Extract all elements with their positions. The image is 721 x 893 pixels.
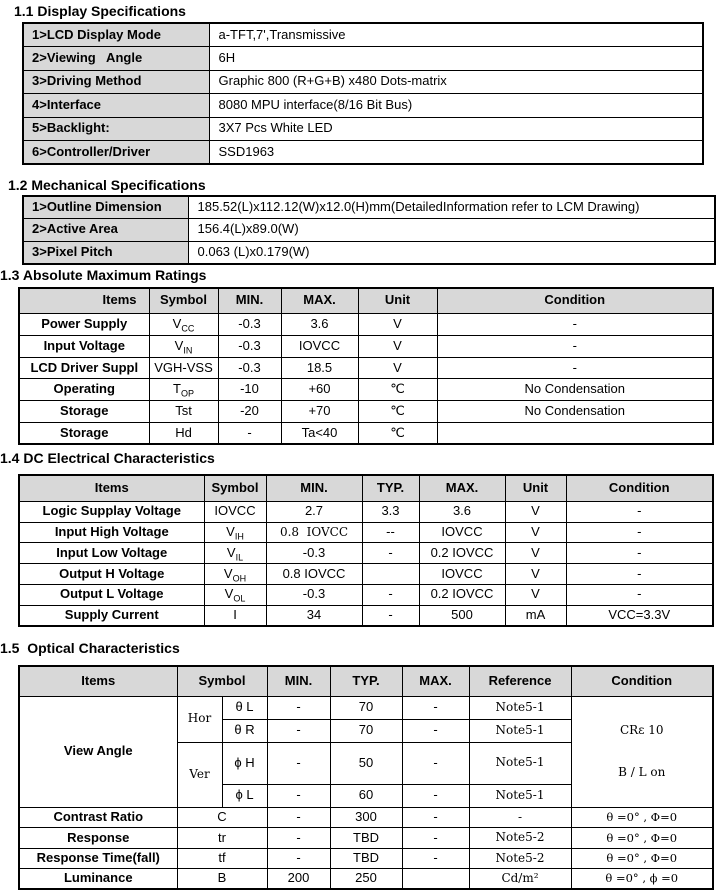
- condition-line: B / L on: [618, 764, 666, 779]
- item-cell: LCD Driver Suppl: [19, 357, 149, 379]
- table-row: [23, 94, 703, 118]
- min-cell: 34: [266, 605, 362, 626]
- condition-cell: -: [566, 522, 713, 543]
- header-min: MIN.: [266, 475, 362, 501]
- unit-cell: ℃: [358, 379, 437, 401]
- table-row: [19, 422, 713, 444]
- header-typ: TYP.: [330, 666, 402, 696]
- spec-value-cell: 3X7 Pcs White LED: [209, 117, 703, 141]
- spec-value-cell: 8080 MPU interface(8/16 Bit Bus): [209, 94, 703, 118]
- item-cell: Contrast Ratio: [19, 807, 177, 828]
- symbol-cell: [149, 357, 218, 379]
- table-row: [19, 564, 713, 585]
- section-heading-abs-max-ratings: 1.3 Absolute Maximum Ratings: [0, 266, 207, 283]
- symbol-cell: [149, 422, 218, 444]
- min-cell: -: [267, 719, 330, 742]
- header-items: Items: [19, 475, 204, 501]
- symbol-cell: [149, 401, 218, 423]
- reference-cell: -: [469, 807, 571, 828]
- symbol-cell: [204, 501, 266, 522]
- condition-cell: -: [566, 584, 713, 605]
- typ-cell: 70: [330, 719, 402, 742]
- symbol-base: V: [223, 565, 233, 581]
- header-condition: Condition: [437, 288, 713, 314]
- symbol-sub: IH: [234, 531, 244, 542]
- header-unit: Unit: [358, 288, 437, 314]
- max-cell: IOVCC: [419, 564, 505, 585]
- min-cell: -: [267, 848, 330, 869]
- spec-label-cell: 4>Interface: [23, 94, 209, 118]
- unit-cell: V: [505, 543, 566, 564]
- header-max: MAX.: [402, 666, 469, 696]
- reference-cell: Note5-1: [469, 719, 571, 742]
- condition-cell: No Condensation: [437, 401, 713, 423]
- table-row: [19, 543, 713, 564]
- condition-cell: -: [437, 357, 713, 379]
- symbol-cell: tr: [177, 828, 267, 849]
- item-cell: Storage: [19, 401, 149, 423]
- item-cell: Output H Voltage: [19, 564, 204, 585]
- max-cell: -: [402, 719, 469, 742]
- max-cell: Ta<40: [281, 422, 358, 444]
- reference-cell: Cd/m²: [469, 869, 571, 890]
- spec-label-cell: 2>Viewing Angle: [23, 47, 209, 71]
- table-row: [23, 23, 703, 47]
- symbol-base: I: [233, 606, 237, 622]
- typ-cell: TBD: [330, 848, 402, 869]
- item-cell: Logic Supplay Voltage: [19, 501, 204, 522]
- max-cell: 0.2 IOVCC: [419, 584, 505, 605]
- header-unit: Unit: [505, 475, 566, 501]
- symbol-sub: OP: [180, 388, 194, 399]
- section-heading-dc-electrical: 1.4 DC Electrical Characteristics: [0, 450, 215, 467]
- dc-electrical-table: [18, 474, 714, 627]
- symbol-cell: [149, 379, 218, 401]
- unit-cell: mA: [505, 605, 566, 626]
- table-row: [23, 219, 715, 242]
- unit-cell: ℃: [358, 422, 437, 444]
- abs-max-ratings-table: [18, 287, 714, 446]
- symbol-cell: [204, 543, 266, 564]
- header-max: MAX.: [419, 475, 505, 501]
- item-cell: Input Low Voltage: [19, 543, 204, 564]
- angle-symbol-cell: θ R: [222, 719, 267, 742]
- condition-cell: θ =0° , Φ=0: [571, 828, 713, 849]
- typ-cell: 300: [330, 807, 402, 828]
- item-cell: View Angle: [19, 696, 177, 807]
- header-min: MIN.: [218, 288, 281, 314]
- header-condition: Condition: [566, 475, 713, 501]
- min-cell: -: [267, 742, 330, 784]
- max-cell: -: [402, 828, 469, 849]
- unit-cell: V: [358, 357, 437, 379]
- typ-cell: 50: [330, 742, 402, 784]
- min-cell: -: [267, 828, 330, 849]
- max-cell: IOVCC: [419, 522, 505, 543]
- reference-cell: Note5-1: [469, 784, 571, 807]
- max-cell: -: [402, 848, 469, 869]
- table-header-row: [19, 475, 713, 501]
- angle-symbol-cell: ϕ L: [222, 784, 267, 807]
- spec-value-cell: 6H: [209, 47, 703, 71]
- min-cell: -0.3: [218, 314, 281, 336]
- symbol-sub: IL: [235, 552, 244, 563]
- condition-cell: [437, 422, 713, 444]
- unit-cell: V: [358, 335, 437, 357]
- item-cell: Input High Voltage: [19, 522, 204, 543]
- spec-value-cell: 156.4(L)x89.0(W): [188, 219, 715, 242]
- spec-label-cell: 1>Outline Dimension: [23, 196, 188, 219]
- condition-cell: -: [437, 314, 713, 336]
- symbol-sub: CC: [181, 323, 195, 334]
- typ-cell: -: [362, 605, 419, 626]
- typ-cell: 3.3: [362, 501, 419, 522]
- symbol-base: V: [226, 544, 236, 560]
- item-cell: Input Voltage: [19, 335, 149, 357]
- table-row: [23, 196, 715, 219]
- spec-label-cell: 1>LCD Display Mode: [23, 23, 209, 47]
- min-cell: -0.3: [266, 543, 362, 564]
- max-cell: 3.6: [419, 501, 505, 522]
- spec-value-cell: SSD1963: [209, 141, 703, 165]
- table-row: [19, 401, 713, 423]
- symbol-cell: [149, 314, 218, 336]
- direction-cell: Ver: [177, 742, 222, 807]
- spec-label-cell: 3>Driving Method: [23, 70, 209, 94]
- min-cell: -0.3: [218, 335, 281, 357]
- condition-line: CRε 10: [619, 723, 664, 738]
- direction-cell: Hor: [177, 696, 222, 742]
- symbol-base: Tst: [175, 403, 192, 419]
- symbol-base: V: [224, 586, 234, 602]
- symbol-cell: tf: [177, 848, 267, 869]
- condition-cell: θ =0° , Φ=0: [571, 848, 713, 869]
- symbol-cell: [204, 522, 266, 543]
- min-cell: -0.3: [218, 357, 281, 379]
- item-cell: Response: [19, 828, 177, 849]
- unit-cell: V: [505, 564, 566, 585]
- max-cell: -: [402, 784, 469, 807]
- header-max: MAX.: [281, 288, 358, 314]
- condition-cell: θ =0° , ϕ =0: [571, 869, 713, 890]
- max-cell: 3.6: [281, 314, 358, 336]
- table-header-row: [19, 666, 713, 696]
- table-row: [19, 584, 713, 605]
- max-cell: [402, 869, 469, 890]
- max-cell: IOVCC: [281, 335, 358, 357]
- symbol-base: VGH-VSS: [154, 359, 213, 375]
- spec-label-cell: 3>Pixel Pitch: [23, 241, 188, 264]
- header-symbol: Symbol: [204, 475, 266, 501]
- min-cell: 200: [267, 869, 330, 890]
- header-typ: TYP.: [362, 475, 419, 501]
- symbol-sub: OL: [233, 593, 246, 604]
- spec-label-cell: 5>Backlight:: [23, 117, 209, 141]
- display-specs-table: [22, 22, 704, 165]
- table-row: [19, 807, 713, 828]
- max-cell: -: [402, 696, 469, 719]
- item-cell: Output L Voltage: [19, 584, 204, 605]
- section-heading-display-specs: 1.1 Display Specifications: [14, 3, 186, 19]
- table-row: [19, 501, 713, 522]
- typ-cell: -: [362, 543, 419, 564]
- min-cell: -0.3: [266, 584, 362, 605]
- header-reference: Reference: [469, 666, 571, 696]
- symbol-sub: OH: [232, 573, 247, 584]
- max-cell: 18.5: [281, 357, 358, 379]
- symbol-base: IOVCC: [214, 503, 256, 519]
- item-cell: Power Supply: [19, 314, 149, 336]
- header-symbol: Symbol: [177, 666, 267, 696]
- unit-cell: ℃: [358, 401, 437, 423]
- mechanical-specs-table: [22, 195, 716, 265]
- max-cell: -: [402, 807, 469, 828]
- spec-label-cell: 6>Controller/Driver: [23, 141, 209, 165]
- symbol-cell: [204, 605, 266, 626]
- symbol-base: Hd: [175, 424, 192, 440]
- reference-cell: Note5-1: [469, 742, 571, 784]
- typ-cell: [362, 564, 419, 585]
- table-row: [23, 117, 703, 141]
- typ-cell: 60: [330, 784, 402, 807]
- item-cell: Luminance: [19, 869, 177, 890]
- item-cell: Operating: [19, 379, 149, 401]
- header-items: Items: [19, 288, 149, 314]
- table-row: [19, 605, 713, 626]
- min-cell: -: [267, 696, 330, 719]
- max-cell: 500: [419, 605, 505, 626]
- condition-cell: -: [566, 564, 713, 585]
- table-row: [19, 335, 713, 357]
- reference-cell: Note5-2: [469, 848, 571, 869]
- typ-cell: TBD: [330, 828, 402, 849]
- spec-value-cell: a-TFT,7',Transmissive: [209, 23, 703, 47]
- typ-cell: 70: [330, 696, 402, 719]
- table-row: [23, 70, 703, 94]
- min-cell: -: [218, 422, 281, 444]
- item-cell: Storage: [19, 422, 149, 444]
- item-cell: Response Time(fall): [19, 848, 177, 869]
- table-row: [19, 379, 713, 401]
- angle-symbol-cell: θ L: [222, 696, 267, 719]
- max-cell: +60: [281, 379, 358, 401]
- angle-symbol-cell: ϕ H: [222, 742, 267, 784]
- condition-cell: [571, 696, 713, 807]
- reference-cell: Note5-2: [469, 828, 571, 849]
- min-cell: 0.8 IOVCC: [266, 522, 362, 543]
- min-cell: -: [267, 784, 330, 807]
- spec-label-cell: 2>Active Area: [23, 219, 188, 242]
- condition-cell: -: [437, 335, 713, 357]
- symbol-sub: IN: [183, 345, 193, 356]
- table-row: [19, 696, 713, 719]
- table-row: [19, 357, 713, 379]
- spec-value-cell: 185.52(L)x112.12(W)x12.0(H)mm(DetailedInformation refer to LCM Drawing): [188, 196, 715, 219]
- reference-cell: Note5-1: [469, 696, 571, 719]
- min-cell: -: [267, 807, 330, 828]
- table-header-row: [19, 288, 713, 314]
- header-items: Items: [19, 666, 177, 696]
- unit-cell: V: [505, 501, 566, 522]
- spec-value-cell: Graphic 800 (R+G+B) x480 Dots-matrix: [209, 70, 703, 94]
- symbol-base: V: [172, 315, 182, 331]
- unit-cell: V: [505, 522, 566, 543]
- condition-cell: VCC=3.3V: [566, 605, 713, 626]
- unit-cell: V: [505, 584, 566, 605]
- table-row: [23, 47, 703, 71]
- min-cell: 2.7: [266, 501, 362, 522]
- max-cell: +70: [281, 401, 358, 423]
- symbol-cell: [149, 335, 218, 357]
- symbol-base: V: [226, 524, 235, 539]
- unit-cell: V: [358, 314, 437, 336]
- spec-value-cell: 0.063 (L)x0.179(W): [188, 241, 715, 264]
- header-condition: Condition: [571, 666, 713, 696]
- typ-cell: 250: [330, 869, 402, 890]
- section-heading-optical: 1.5 Optical Characteristics: [0, 640, 180, 657]
- condition-cell: -: [566, 543, 713, 564]
- max-cell: 0.2 IOVCC: [419, 543, 505, 564]
- symbol-cell: [204, 564, 266, 585]
- header-min: MIN.: [267, 666, 330, 696]
- condition-cell: θ =0° , Φ=0: [571, 807, 713, 828]
- header-symbol: Symbol: [149, 288, 218, 314]
- symbol-cell: C: [177, 807, 267, 828]
- min-cell: -10: [218, 379, 281, 401]
- min-cell: -20: [218, 401, 281, 423]
- item-cell: Supply Current: [19, 605, 204, 626]
- condition-cell: No Condensation: [437, 379, 713, 401]
- table-row: [19, 828, 713, 849]
- typ-cell: --: [362, 522, 419, 543]
- typ-cell: -: [362, 584, 419, 605]
- table-row: [23, 241, 715, 264]
- table-row: [19, 848, 713, 869]
- max-cell: -: [402, 742, 469, 784]
- table-row: [19, 314, 713, 336]
- symbol-cell: B: [177, 869, 267, 890]
- symbol-base: V: [174, 337, 184, 353]
- condition-cell: -: [566, 501, 713, 522]
- table-row: [23, 141, 703, 165]
- section-heading-mechanical-specs: 1.2 Mechanical Specifications: [8, 177, 206, 193]
- optical-characteristics-table: [18, 665, 714, 890]
- min-cell: 0.8 IOVCC: [266, 564, 362, 585]
- symbol-cell: [204, 584, 266, 605]
- table-row: [19, 522, 713, 543]
- symbol-base: T: [173, 381, 181, 397]
- table-row: [19, 869, 713, 890]
